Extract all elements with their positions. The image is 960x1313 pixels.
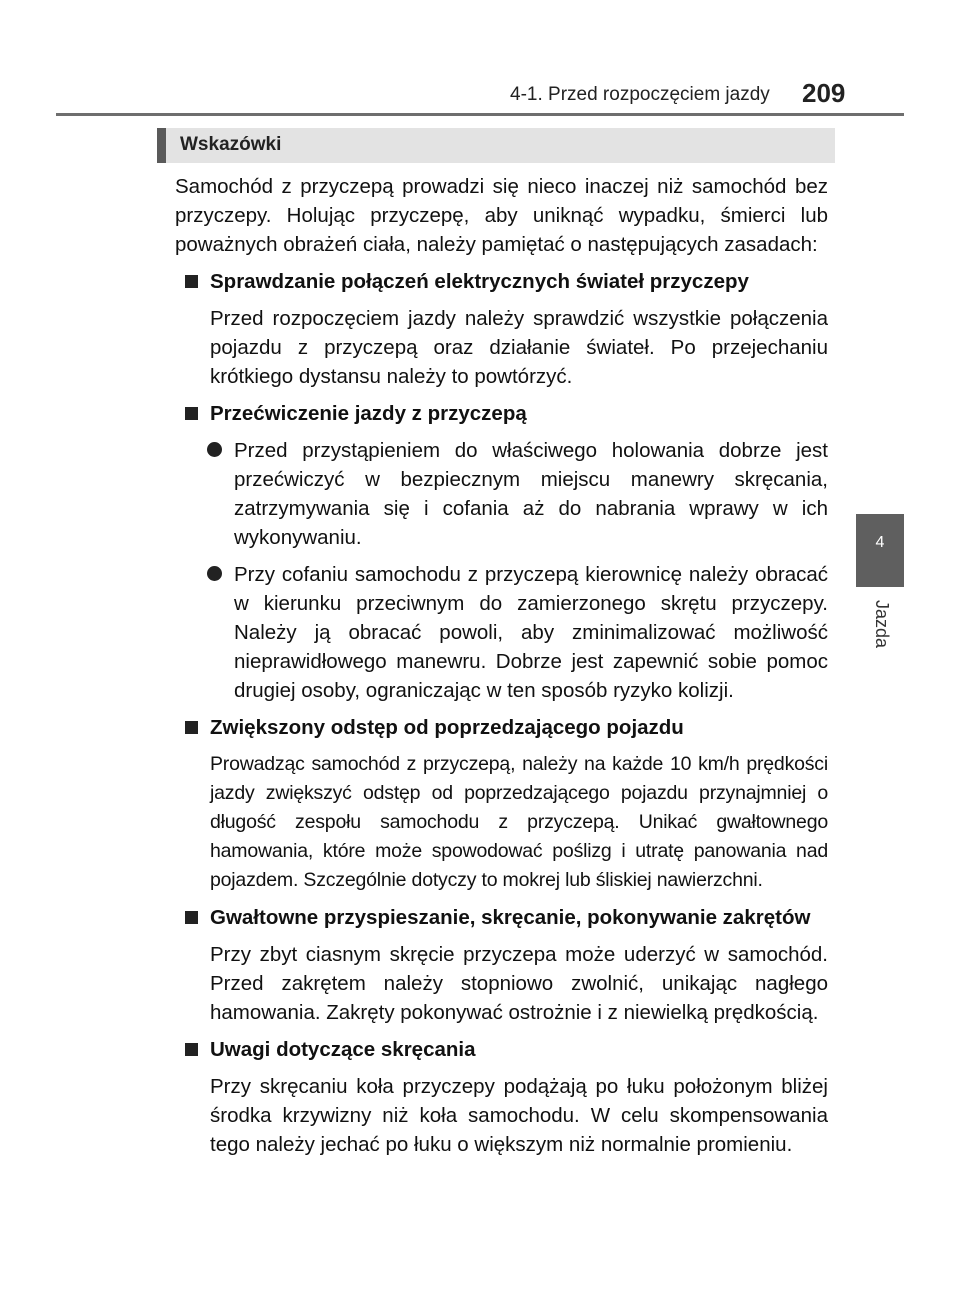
chapter-tab-number: 4 <box>875 534 885 551</box>
section-heading <box>175 399 828 428</box>
section-heading <box>175 903 828 932</box>
notes-content <box>175 172 828 1167</box>
section-body: Przy zbyt ciasnym skręcie przyczepa może uderzyć w samochód. Przed zakrętem należy stopniowo zwolnić, unikając nagłego hamowania. Zakręty pokonywać ostrożnie i z niewielką prędkością. <box>210 943 828 1024</box>
header-divider <box>56 113 904 116</box>
page-number: 209 <box>802 78 846 108</box>
section-heading <box>175 713 828 742</box>
bullet-text: Przed przystąpieniem do właściwego holowania dobrze jest przećwiczyć w bezpiecznym miejscu manewry skręcania, zatrzymywania się i cofania aż do nabrania wprawy w ich wykonywaniu. <box>234 439 828 549</box>
square-bullet-icon <box>185 275 198 288</box>
chapter-tab-label: Jazda <box>872 600 892 649</box>
square-bullet-icon <box>185 721 198 734</box>
section-heading-text: Przećwiczenie jazdy z przyczepą <box>210 402 527 425</box>
section-heading-text: Sprawdzanie połączeń elektrycznych świateł przyczepy <box>210 270 749 293</box>
bullet-text: Przy cofaniu samochodu z przyczepą kierownicę należy obracać w kierunku przeciwnym do zamierzonego skrętu przyczepy. Należy ją obracać powoli, aby zminimalizować możliwość nieprawidłowego manewru. Dobrze jest zapewnić sobie pomoc drugiej osoby, ograniczając w ten sposób ryzyko kolizji. <box>234 563 828 702</box>
section-body: Prowadząc samochód z przyczepą, należy na każde 10 km/h prędkości jazdy zwiększyć odstęp od poprzedzającego pojazdu przynajmniej o długość zespołu samochodu z przyczepą. Unikać gwałtownego hamowania, które może spowodować poślizg i utratę panowania nad pojazdem. Szczególnie dotyczy to mokrej lub śliskiej nawierzchni. <box>210 753 828 891</box>
section-body: Przy skręcaniu koła przyczepy podążają po łuku położonym bliżej środka krzywizny niż koła samochodu. W celu skompensowania tego należy jechać po łuku o większym niż normalnie promieniu. <box>210 1075 828 1156</box>
section-heading-text: Uwagi dotyczące skręcania <box>210 1038 476 1061</box>
circle-bullet-icon <box>207 566 222 581</box>
section-heading <box>175 1035 828 1064</box>
section-heading-text: Zwiększony odstęp od poprzedzającego pojazdu <box>210 716 684 739</box>
section-heading <box>175 267 828 296</box>
section-body: Przed rozpoczęciem jazdy należy sprawdzić wszystkie połączenia pojazdu z przyczepą oraz działanie świateł. Po przejechaniu krótkiego dystansu należy to powtórzyć. <box>210 307 828 388</box>
circle-bullet-icon <box>207 442 222 457</box>
notes-title: Wskazówki <box>180 134 282 155</box>
bullet-item <box>175 560 828 705</box>
header-section-title: 4-1. Przed rozpoczęciem jazdy <box>510 84 770 105</box>
section-heading-text: Gwałtowne przyspieszanie, skręcanie, pokonywanie zakrętów <box>210 906 811 929</box>
square-bullet-icon <box>185 1043 198 1056</box>
intro-paragraph: Samochód z przyczepą prowadzi się nieco inaczej niż samochód bez przyczepy. Holując przyczepę, aby uniknąć wypadku, śmierci lub poważnych obrażeń ciała, należy pamiętać o następujących zasadach: <box>175 175 828 256</box>
notes-header-box <box>157 128 835 163</box>
chapter-tab <box>856 514 904 587</box>
bullet-item <box>175 436 828 552</box>
square-bullet-icon <box>185 911 198 924</box>
square-bullet-icon <box>185 407 198 420</box>
